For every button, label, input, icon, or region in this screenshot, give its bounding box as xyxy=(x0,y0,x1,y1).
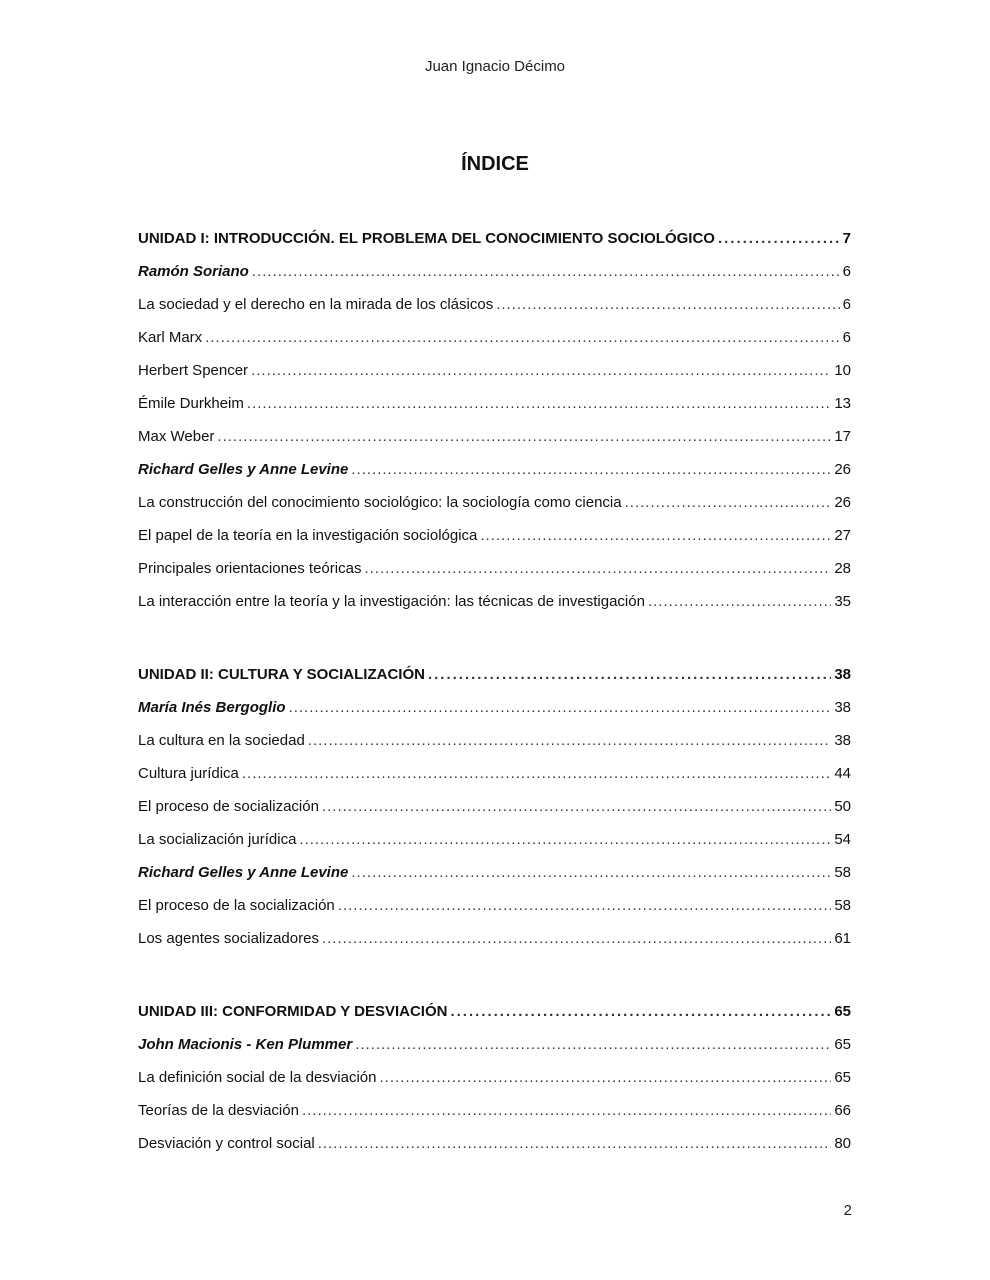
toc-entry[interactable] xyxy=(138,321,851,354)
toc-page-number: 58 xyxy=(834,897,851,914)
leader-dots xyxy=(217,420,831,453)
toc-heading[interactable] xyxy=(138,658,851,691)
leader-dots xyxy=(379,1061,831,1094)
toc-page-number: 65 xyxy=(834,1003,851,1020)
toc-entry[interactable] xyxy=(138,757,851,790)
toc-entry-label: La definición social de la desviación xyxy=(138,1069,377,1086)
leader-dots xyxy=(480,519,831,552)
toc-entry-label: La cultura en la sociedad xyxy=(138,732,305,749)
toc-entry[interactable] xyxy=(138,288,851,321)
toc-entry[interactable] xyxy=(138,552,851,585)
leader-dots xyxy=(322,922,831,955)
toc-page-number: 58 xyxy=(834,864,851,881)
toc-entry-label: La construcción del conocimiento sociológico: la sociología como ciencia xyxy=(138,494,622,511)
toc-page-number: 66 xyxy=(834,1102,851,1119)
toc-entry-label: María Inés Bergoglio xyxy=(138,699,286,716)
leader-dots xyxy=(299,823,831,856)
toc-entry[interactable] xyxy=(138,585,851,618)
toc-page-number: 26 xyxy=(834,494,851,511)
toc-entry-label: Herbert Spencer xyxy=(138,362,249,379)
toc-page-number: 28 xyxy=(834,560,851,577)
leader-dots xyxy=(242,757,831,790)
toc-entry[interactable] xyxy=(138,255,851,288)
toc-entry[interactable] xyxy=(138,922,851,955)
toc-entry[interactable] xyxy=(138,453,851,486)
toc-entry-label: Émile Durkheim xyxy=(138,395,244,412)
toc-heading-label: UNIDAD II: CULTURA Y SOCIALIZACIÓN xyxy=(138,666,425,683)
leader-dots xyxy=(205,321,839,354)
toc-entry-label: El papel de la teoría en la investigación sociológica xyxy=(138,527,478,544)
toc-entry-label: Richard Gelles y Anne Levine xyxy=(138,864,349,881)
toc-entry[interactable] xyxy=(138,724,851,757)
running-header: Juan Ignacio Décimo xyxy=(424,58,566,75)
toc-entry[interactable] xyxy=(138,1028,851,1061)
toc-page-number: 26 xyxy=(834,461,851,478)
leader-dots xyxy=(625,486,832,519)
toc-entry[interactable] xyxy=(138,486,851,519)
toc-heading-label: UNIDAD III: CONFORMIDAD Y DESVIACIÓN xyxy=(138,1003,448,1020)
toc-entry[interactable] xyxy=(138,1061,851,1094)
leader-dots xyxy=(251,354,831,387)
toc-entry[interactable] xyxy=(138,790,851,823)
toc-entry-label: La sociedad y el derecho en la mirada de los clásicos xyxy=(138,296,494,313)
toc-entry-label: Principales orientaciones teóricas xyxy=(138,560,362,577)
toc-page-number: 54 xyxy=(834,831,851,848)
toc-page-number: 65 xyxy=(834,1069,851,1086)
toc-entry[interactable] xyxy=(138,1094,851,1127)
toc-entry[interactable] xyxy=(138,420,851,453)
toc-entry[interactable] xyxy=(138,354,851,387)
toc-entry[interactable] xyxy=(138,1127,851,1160)
toc-entry-label: Los agentes socializadores xyxy=(138,930,319,947)
toc-page-number: 38 xyxy=(834,732,851,749)
toc-entry-label: La socialización jurídica xyxy=(138,831,297,848)
toc-entry-label: Max Weber xyxy=(138,428,215,445)
toc-entry-label: Cultura jurídica xyxy=(138,765,239,782)
toc-page-number: 50 xyxy=(834,798,851,815)
toc-entry-label: Desviación y control social xyxy=(138,1135,315,1152)
toc-heading-label: UNIDAD I: INTRODUCCIÓN. EL PROBLEMA DEL CONOCIMIENTO SOCIOLÓGICO xyxy=(138,230,715,247)
leader-dots xyxy=(247,387,831,420)
unit-1 xyxy=(138,222,851,618)
leader-dots xyxy=(648,585,831,618)
toc-entry[interactable] xyxy=(138,856,851,889)
leader-dots xyxy=(318,1127,832,1160)
leader-dots xyxy=(252,255,840,288)
toc-entry-label: John Macionis - Ken Plummer xyxy=(138,1036,353,1053)
toc-page-number: 61 xyxy=(834,930,851,947)
toc-page-number: 35 xyxy=(834,593,851,610)
toc-entry[interactable] xyxy=(138,889,851,922)
leader-dots xyxy=(496,288,839,321)
toc-page-number: 7 xyxy=(842,230,851,247)
leader-dots xyxy=(351,453,831,486)
leader-dots xyxy=(355,1028,831,1061)
leader-dots xyxy=(428,658,831,691)
toc-page-number: 80 xyxy=(834,1135,851,1152)
index-title: ÍNDICE xyxy=(461,153,529,175)
toc-entry-label: El proceso de la socialización xyxy=(138,897,335,914)
table-of-contents xyxy=(138,222,851,1200)
toc-page-number: 44 xyxy=(834,765,851,782)
unit-2 xyxy=(138,658,851,955)
toc-page-number: 6 xyxy=(842,329,851,346)
toc-entry[interactable] xyxy=(138,387,851,420)
toc-page-number: 6 xyxy=(842,263,851,280)
leader-dots xyxy=(338,889,832,922)
toc-entry-label: Teorías de la desviación xyxy=(138,1102,299,1119)
toc-entry-label: Richard Gelles y Anne Levine xyxy=(138,461,349,478)
toc-entry[interactable] xyxy=(138,519,851,552)
toc-page-number: 38 xyxy=(834,666,851,683)
toc-page-number: 65 xyxy=(834,1036,851,1053)
toc-entry-label: Ramón Soriano xyxy=(138,263,249,280)
toc-heading[interactable] xyxy=(138,995,851,1028)
leader-dots xyxy=(351,856,831,889)
toc-entry[interactable] xyxy=(138,823,851,856)
toc-entry-label: El proceso de socialización xyxy=(138,798,319,815)
page-number: 2 xyxy=(843,1202,852,1219)
leader-dots xyxy=(289,691,832,724)
unit-3 xyxy=(138,995,851,1160)
toc-page-number: 38 xyxy=(834,699,851,716)
toc-page-number: 27 xyxy=(834,527,851,544)
toc-entry-label: La interacción entre la teoría y la investigación: las técnicas de investigación xyxy=(138,593,645,610)
toc-heading[interactable] xyxy=(138,222,851,255)
leader-dots xyxy=(364,552,831,585)
toc-page-number: 13 xyxy=(834,395,851,412)
toc-entry[interactable] xyxy=(138,691,851,724)
leader-dots xyxy=(450,995,831,1028)
toc-page-number: 6 xyxy=(842,296,851,313)
leader-dots xyxy=(308,724,832,757)
leader-dots xyxy=(302,1094,831,1127)
toc-page-number: 10 xyxy=(834,362,851,379)
toc-page-number: 17 xyxy=(834,428,851,445)
leader-dots xyxy=(718,222,840,255)
toc-entry-label: Karl Marx xyxy=(138,329,203,346)
leader-dots xyxy=(322,790,831,823)
